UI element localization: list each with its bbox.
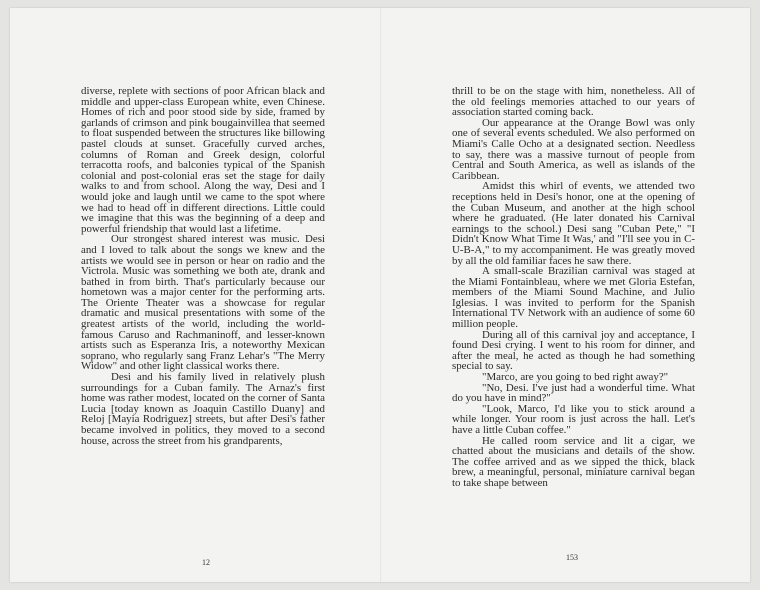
right-page-text (452, 86, 695, 489)
paragraph: A small-scale Brazilian carnival was staged at the Miami Fontainbleau, where we met Gloria Estefan, members of the Miami Sound Machine, and Julio Iglesias. I was invited to perform for the Spanish International TV Network with an audience of some 60 million people. (452, 265, 695, 331)
paragraph: During all of this carnival joy and acceptance, I found Desi crying. I went to his room for dinner, and after the meal, he acted as though he had something special to say. (452, 328, 695, 373)
paragraph: Amidst this whirl of events, we attended two receptions held in Desi's honor, one at the opening of the Cuban Museum, and another at the high school where he graduated. (He later donated his Carnival earnings to the school.) Desi sang "Cuban Pete," "I Didn't Know What Time It Was,' and "I'll see you in C-U-B-A," to my accompaniment. He was greatly moved by all the old familiar faces he saw there. (452, 180, 695, 267)
right-page-number: 153 (566, 553, 578, 562)
dialogue-line: "Marco, are you going to bed right away?" (482, 371, 669, 384)
left-page-text (81, 86, 325, 446)
book-spread (10, 8, 750, 582)
paragraph: diverse, replete with sections of poor African black and middle and upper-class European white, even Chinese. Homes of rich and poor stood side by side, framed by garlands of crimson and pink bougainvillea that seemed to float suspended between the structures like billowing pastel clouds at sunset. Gracefully curved arches, columns of Roman and Greek design, colorful terracotta roofs, and balconies typical of the Spanish colonial and post-colonial eras set the stage for daily walks to and from school. Along the way, Desi and I would joke and laugh until we came to the spot where we had to head off in different directions. Little could we imagine that this was the beginning of a deep and powerful friendship that would last a lifetime. (81, 85, 325, 235)
dialogue-line: "No, Desi. I've just had a wonderful time. What do you have in mind?" (452, 381, 695, 405)
paragraph: Our strongest shared interest was music. Desi and I loved to talk about the songs we knew and the artists we would see in person or hear on radio and the Victrola. Music was something we both ate, drank and bathed in from birth. That's particularly because our hometown was a major center for the performing arts. The Oriente Theater was a showcase for regular dramatic and musical presentations with some of the greatest artists of the world, including the world-famous Caruso and Rachmaninoff, and lesser-known artists such as Esperanza Iris, a noteworthy Mexican soprano, who regularly sang Franz Lehar's "The Merry Widow" and other light classical works there. (81, 233, 325, 373)
paragraph: Desi and his family lived in relatively plush surroundings for a Cuban family. The Arnaz's first home was rather modest, located on the corner of Santa Lucia [today known as Joaquin Castillo Duany] and Reloj [Mayia Rodriguez] streets, but after Desi's father became involved in politics, they moved to a second house, across the street from his grandparents, (81, 371, 325, 447)
paragraph: He called room service and lit a cigar, we chatted about the musicians and details of the show. The coffee arrived and as we sipped the thick, black brew, a meaningful, personal, miniature carnival began to take shape between (452, 434, 695, 489)
left-page-number: 12 (202, 558, 210, 567)
book-gutter (380, 8, 382, 582)
paragraph: Our appearance at the Orange Bowl was only one of several events scheduled. We also performed on Miami's Calle Ocho at a designated section. Needless to say, there was a massive turnout of people from Central and South America, as well as islands of the Caribbean. (452, 116, 695, 182)
dialogue-line: "Look, Marco, I'd like you to stick around a while longer. Your room is just across the hall. Let's have a little Cuban coffee." (452, 402, 695, 436)
paragraph: thrill to be on the stage with him, nonetheless. All of the old feelings memories attached to our years of association started coming back. (452, 85, 695, 119)
